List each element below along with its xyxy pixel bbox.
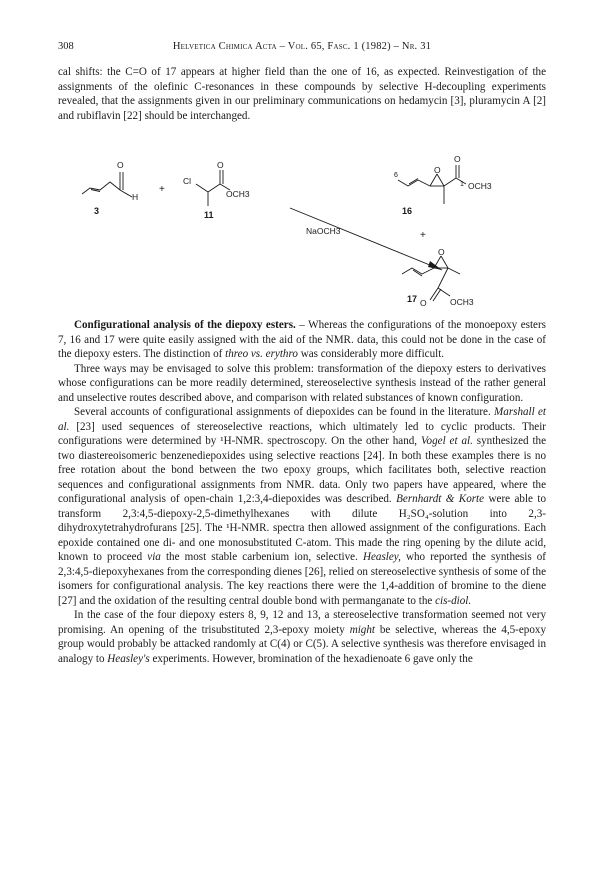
group-och3-16: OCH3 [468,181,492,191]
locant-6: 6 [394,172,398,179]
reaction-arrow-head [428,261,442,270]
intro-paragraph [58,65,546,123]
atom-o-epoxide-17: O [438,247,445,257]
bond-ch-3 [120,190,132,197]
bond-chain-3 [82,182,120,194]
section-paragraph-3: Several accounts of configurational assignments of diepoxides can be found in the literature. Marshall et al. [23] used sequences of stereoselective reactions, which ultimately led to cyclic products. Their configurations were determined by ¹H-NMR. spectroscopy. On the other hand, Vogel et al. synthesized the two diastereoisomeric benzenediepoxides using selective reactions [24]. In both these examples there is no free rotation about the bond between the two epoxy groups, which facilitates both, selective reaction sequences and configurational assignments from NMR. data. Only two papers have appeared, where the configurational analysis of open-chain 1,2:3,4-diepoxides was described. Bernhardt & Korte were able to transform 2,3:4,5-diepoxy-2,5-dimethylhexanes with dilute H₂SO₄-solution into 2,3-dihydroxytetrahydrofurans [25]. The ¹H-NMR. spectra then allowed assignment of the configurations. Each epoxide contained one di- and one monosubstituted C-atom. This made the ring opening by the dilute acid, known to proceed via the most stable carbenium ion, selective. Heasley, who reported the synthesis of 2,3:4,5-diepoxyhexanes from the corresponding dienes [26], relied on stereoselective synthesis of some of the isomers for configurational analysis. The key reactions there were the 1,4-addition of bromine to the diene [27] and the oxidation of the resulting central double bond with permanganate to the cis-diol. [58,406,547,607]
bond-epo-b-17 [441,256,448,268]
group-och3-17: OCH3 [450,297,474,307]
journal-title: Helvetica Chimica Acta – Vol. 65, Fasc. 1 (1982) – Nr. 31 [172,41,432,52]
section-body [58,318,546,666]
atom-o-16: O [454,154,461,164]
atom-h-3: H [132,192,139,202]
paragraph-text: cal shifts: the C=O of 17 appears at higher field than the one of 16, as expected. Reinvestigation of the assignments of the olefinic C-resonances in these compounds by selective H-decoupling experiments revealed, that the assignments given in our preliminary communications on hedamycin [3], pluramycin A [2] and rubiflavin [22] should be interchanged. [58,66,546,122]
compound-number-11: 11 [204,210,214,220]
bond-co-17 [430,288,438,300]
locant-1: 1 [460,181,464,188]
bond-ccl-11 [196,184,208,192]
section-paragraph-1: Configurational analysis of the diepoxy esters. – Whereas the configurations of the monoepoxy esters 7, 16 and 17 were quite easily assigned with the aid of the NMR. data, this could not be done in the case of the diepoxy esters. The distinction of threo vs. erythro was considerably more difficult. [58,319,546,360]
bond-me-17 [448,268,460,274]
bond-cc-11 [208,184,220,192]
atom-o-17: O [420,298,427,308]
bond-cc-17 [438,268,448,288]
compound-number-16: 16 [402,206,413,216]
atom-o-3: O [117,160,124,170]
bond-co-17b [433,289,441,301]
section-heading: Configurational analysis of the diepoxy esters. [74,319,296,331]
plus-sign: + [159,184,165,195]
atom-o-epoxide-16: O [434,165,441,175]
reaction-scheme [58,154,546,312]
bond-cc-16 [444,178,456,186]
atom-cl-11: Cl [183,176,192,186]
atom-o-11: O [217,160,224,170]
page-number: 308 [58,41,74,52]
group-och3-11: OCH3 [226,189,250,199]
compound-number-3: 3 [94,206,100,216]
section-paragraph-2: Three ways may be envisaged to solve this problem: transformation of the diepoxy esters to derivatives whose configurations can be more readily determined, stereoselective synthesis instead of the rather general and unselective routes described above, and comparison with related substances of known configuration. [58,362,546,404]
bond-co2-17 [438,288,450,296]
section-paragraph-4: In the case of the four diepoxy esters 8, 9, 12 and 13, a stereoselective transformation seemed not very promising. An opening of the trisubstituted 2,3-epoxy moiety might be selective, whereas the 4,5-epoxy group would probably be attacked randomly at C(4) or C(5). A selective synthesis was therefore envisaged in analogy to Heasley's experiments. However, bromination of the hexadienoate 6 gave only the [58,609,546,665]
bond-epo-b-16 [437,174,444,186]
bond-epo-a-16 [430,174,437,186]
plus-sign-2: + [420,230,426,241]
page-header [58,41,546,55]
compound-number-17: 17 [407,294,418,304]
reagent-label: NaOCH3 [306,226,341,236]
